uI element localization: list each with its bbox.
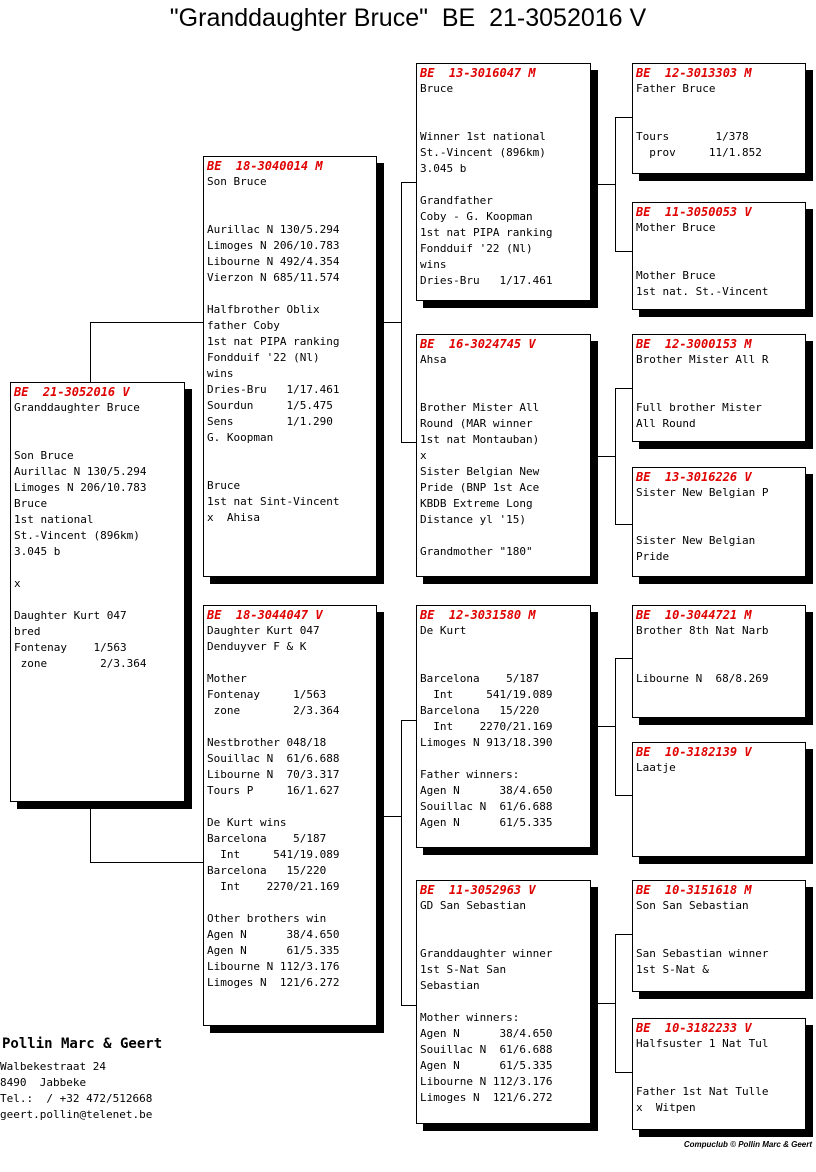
ring-number: BE 10-3151618 M — [636, 883, 752, 897]
pedigree-line: Nestbrother 048/18 — [207, 736, 327, 749]
connector — [597, 184, 615, 185]
pedigree-line: Bruce — [420, 82, 454, 95]
pedigree-line: Int 541/19.089 — [207, 848, 340, 861]
pedigree-line: Father 1st Nat Tulle — [636, 1085, 769, 1098]
owner-email: geert.pollin@telenet.be — [0, 1108, 153, 1121]
pedigree-line: Limoges N 206/10.783 — [14, 481, 147, 494]
pedigree-line: 1st nat. St.-Vincent — [636, 285, 769, 298]
pedigree-line: Son San Sebastian — [636, 899, 749, 912]
pedigree-line: Agen N 61/5.335 — [207, 944, 340, 957]
pedigree-line: Barcelona 15/220 — [207, 864, 327, 877]
pedigree-line — [420, 113, 587, 129]
connector — [401, 720, 402, 1005]
pedigree-line: Aurillac N 130/5.294 — [14, 465, 147, 478]
pedigree-line — [207, 206, 373, 222]
pedigree-line: 1st S-Nat San — [420, 963, 507, 976]
pedigree-line: Agen N 38/4.650 — [420, 784, 553, 797]
pedigree-line: Ahsa — [420, 353, 447, 366]
connector — [615, 934, 616, 1072]
pedigree-line: Grandmother "180" — [420, 545, 533, 558]
pedigree-line: Fondduif '22 (Nl) — [207, 351, 320, 364]
pedigree-line: Sens 1/1.290 — [207, 415, 333, 428]
pedigree-line: Father winners: — [420, 768, 520, 781]
owner-phone: Tel.: / +32 472/512668 — [0, 1092, 153, 1105]
pedigree-line — [420, 914, 587, 930]
pedigree-line: Agen N 61/5.335 — [420, 816, 553, 829]
pedigree-line: Agen N 38/4.650 — [420, 1027, 553, 1040]
pedigree-line: 1st nat PIPA ranking — [207, 335, 340, 348]
pedigree-line: 3.045 b — [420, 162, 467, 175]
pedigree-line — [14, 592, 181, 608]
pedigree-line: Sourdun 1/5.475 — [207, 399, 333, 412]
pedigree-line: Laatje — [636, 761, 676, 774]
pedigree-line — [207, 655, 373, 671]
pedigree-line: De Kurt — [420, 624, 467, 637]
pedigree-line — [14, 432, 181, 448]
pedigree-line: Limoges N 121/6.272 — [207, 976, 340, 989]
pedigree-line — [207, 190, 373, 206]
pedigree-line — [636, 501, 802, 517]
pedigree-line — [420, 528, 587, 544]
connector — [90, 862, 204, 863]
pedigree-line: Barcelona 5/187 — [207, 832, 327, 845]
pedigree-line — [420, 177, 587, 193]
pedigree-line: Pride (BNP 1st Ace — [420, 481, 540, 494]
connector — [383, 322, 401, 323]
pedigree-line — [636, 1052, 802, 1068]
owner-city: 8490 Jabbeke — [0, 1076, 87, 1089]
pedigree-line: Brother Mister All — [420, 401, 540, 414]
connector — [615, 117, 616, 251]
connector — [597, 456, 615, 457]
pedigree-line — [207, 462, 373, 478]
pedigree-line — [636, 97, 802, 113]
pigeon-dam — [203, 605, 377, 1026]
pigeon-subject — [10, 382, 185, 802]
owner-street: Walbekestraat 24 — [0, 1060, 106, 1073]
pedigree-line: Libourne N 112/3.176 — [207, 960, 340, 973]
pedigree-line — [636, 914, 802, 930]
pedigree-line: Pride — [636, 550, 670, 563]
pedigree-line: Sister New Belgian — [636, 534, 756, 547]
page-title: "Granddaughter Bruce" BE 21-3052016 V — [169, 4, 647, 32]
pedigree-line: 1st nat Montauban) — [420, 433, 540, 446]
pedigree-line: Grandfather — [420, 194, 493, 207]
pigeon-sire-dam — [416, 334, 591, 577]
pedigree-line: 1st national — [14, 513, 94, 526]
pedigree-line: Agen N 61/5.335 — [420, 1059, 553, 1072]
pedigree-line: Fontenay 1/563 — [207, 688, 327, 701]
ring-number: BE 12-3031580 M — [420, 608, 536, 622]
pigeon-dam-dam — [416, 880, 591, 1124]
pedigree-line: Distance yl '15) — [420, 513, 526, 526]
pedigree-line: Round (MAR winner — [420, 417, 533, 430]
pedigree-line — [636, 517, 802, 533]
pedigree-line — [14, 560, 181, 576]
pedigree-line: wins — [420, 258, 447, 271]
pedigree-line: zone 2/3.364 — [207, 704, 340, 717]
pedigree-line: Limoges N 913/18.390 — [420, 736, 553, 749]
pedigree-line: Granddaughter winner — [420, 947, 553, 960]
pedigree-line: Libourne N 112/3.176 — [420, 1075, 553, 1088]
pedigree-line — [420, 655, 587, 671]
pedigree-line: Vierzon N 685/11.574 — [207, 271, 340, 284]
pedigree-line: x — [420, 449, 427, 462]
connector — [597, 726, 615, 727]
pedigree-line: Souillac N 61/6.688 — [420, 1043, 553, 1056]
connector — [90, 808, 91, 862]
pigeon-dam-sire-dam — [632, 742, 806, 857]
pigeon-sire-dam-dam — [632, 467, 806, 577]
pedigree-line: 1st nat PIPA ranking — [420, 226, 553, 239]
pedigree-line — [14, 416, 181, 432]
connector — [615, 658, 633, 659]
pedigree-line: Coby - G. Koopman — [420, 210, 533, 223]
pedigree-line — [636, 368, 802, 384]
connector — [615, 388, 616, 524]
pedigree-line: Aurillac N 130/5.294 — [207, 223, 340, 236]
pedigree-line: Tours P 16/1.627 — [207, 784, 340, 797]
pedigree-line: De Kurt wins — [207, 816, 287, 829]
pedigree-line — [207, 446, 373, 462]
ring-number: BE 13-3016047 M — [420, 66, 536, 80]
pedigree-line — [207, 719, 373, 735]
pedigree-line — [420, 751, 587, 767]
pedigree-line: G. Koopman — [207, 431, 274, 444]
pedigree-line: Father Bruce — [636, 82, 716, 95]
pedigree-line — [207, 895, 373, 911]
pedigree-line: Barcelona 15/220 — [420, 704, 540, 717]
ring-number: BE 11-3050053 V — [636, 205, 752, 219]
pedigree-line: Other brothers win — [207, 912, 327, 925]
pedigree-line: Agen N 38/4.650 — [207, 928, 340, 941]
ring-number: BE 13-3016226 V — [636, 470, 752, 484]
connector — [401, 720, 417, 721]
pedigree-line: 1st nat Sint-Vincent — [207, 495, 340, 508]
pedigree-line — [636, 384, 802, 400]
pedigree-line: Son Bruce — [14, 449, 74, 462]
connector — [90, 322, 204, 323]
pedigree-line: Souillac N 61/6.688 — [420, 800, 553, 813]
pedigree-line: Libourne N 492/4.354 — [207, 255, 340, 268]
connector — [615, 658, 616, 795]
ring-number: BE 11-3052963 V — [420, 883, 536, 897]
connector — [401, 1005, 417, 1006]
ring-number: BE 18-3040014 M — [207, 159, 323, 173]
connector — [615, 524, 633, 525]
connector — [615, 1072, 633, 1073]
pedigree-line: wins — [207, 367, 234, 380]
pedigree-line: Dries-Bru 1/17.461 — [207, 383, 340, 396]
connector — [401, 442, 417, 443]
connector — [615, 251, 633, 252]
pigeon-dam-dam-sire — [632, 880, 806, 992]
pedigree-line: Limoges N 206/10.783 — [207, 239, 340, 252]
ring-number: BE 18-3044047 V — [207, 608, 323, 622]
pedigree-line: father Coby — [207, 319, 280, 332]
pedigree-line: Granddaughter Bruce — [14, 401, 140, 414]
pigeon-sire-dam-sire — [632, 334, 806, 442]
pigeon-dam-sire-sire — [632, 605, 806, 718]
pedigree-line: Full brother Mister — [636, 401, 762, 414]
pigeon-sire-sire-sire — [632, 63, 806, 174]
pedigree-line: All Round — [636, 417, 696, 430]
pedigree-line — [636, 639, 802, 655]
pedigree-line: Halfbrother Oblix — [207, 303, 320, 316]
ring-number: BE 10-3182233 V — [636, 1021, 752, 1035]
pedigree-line: Mother Bruce — [636, 221, 716, 234]
pedigree-line: Int 2270/21.169 — [207, 880, 340, 893]
pedigree-line: Brother 8th Nat Narb — [636, 624, 769, 637]
pedigree-line — [420, 930, 587, 946]
pedigree-line — [636, 252, 802, 268]
connector — [90, 322, 91, 384]
pedigree-line: Halfsuster 1 Nat Tul — [636, 1037, 769, 1050]
ring-number: BE 16-3024745 V — [420, 337, 536, 351]
pedigree-line — [636, 1068, 802, 1084]
pedigree-line: Sebastian — [420, 979, 480, 992]
pedigree-line: Sister Belgian New — [420, 465, 540, 478]
connector — [401, 182, 417, 183]
pedigree-line: Barcelona 5/187 — [420, 672, 540, 685]
pigeon-dam-dam-dam — [632, 1018, 806, 1130]
connector — [597, 1003, 615, 1004]
pedigree-line — [636, 930, 802, 946]
pedigree-line: 1st S-Nat & — [636, 963, 709, 976]
pedigree-line — [420, 994, 587, 1010]
pedigree-line: Int 2270/21.169 — [420, 720, 553, 733]
pedigree-line: St.-Vincent (896km) — [420, 146, 546, 159]
pigeon-sire — [203, 156, 377, 577]
pedigree-line: Limoges N 121/6.272 — [420, 1091, 553, 1104]
pedigree-line — [420, 97, 587, 113]
pedigree-line — [636, 655, 802, 671]
pedigree-line: Tours 1/378 — [636, 130, 749, 143]
pedigree-line: Son Bruce — [207, 175, 267, 188]
pedigree-line: Sister New Belgian P — [636, 486, 769, 499]
pedigree-line: Libourne N 70/3.317 — [207, 768, 340, 781]
pedigree-line: Denduyver F & K — [207, 640, 307, 653]
pedigree-line: 3.045 b — [14, 545, 61, 558]
credit-line: Compuclub © Pollin Marc & Geert — [683, 1140, 812, 1149]
pedigree-line: Brother Mister All R — [636, 353, 769, 366]
pedigree-line: Souillac N 61/6.688 — [207, 752, 340, 765]
pedigree-line: x Ahisa — [207, 511, 260, 524]
pigeon-sire-sire — [416, 63, 591, 301]
pedigree-line: Winner 1st national — [420, 130, 546, 143]
connector — [615, 388, 633, 389]
connector — [615, 934, 633, 935]
pedigree-line — [636, 113, 802, 129]
pedigree-line: Fontenay 1/563 — [14, 641, 127, 654]
ring-number: BE 12-3013303 M — [636, 66, 752, 80]
pedigree-line: zone 2/3.364 — [14, 657, 147, 670]
pedigree-line — [207, 286, 373, 302]
pedigree-line: x Witpen — [636, 1101, 696, 1114]
ring-number: BE 12-3000153 M — [636, 337, 752, 351]
owner-name: Pollin Marc & Geert — [2, 1036, 163, 1052]
pedigree-line: Fondduif '22 (Nl) — [420, 242, 533, 255]
connector — [383, 816, 401, 817]
pedigree-line: bred — [14, 625, 41, 638]
pedigree-line: Daughter Kurt 047 — [14, 609, 127, 622]
pedigree-line — [420, 368, 587, 384]
pedigree-line: x — [14, 577, 21, 590]
pedigree-line: San Sebastian winner — [636, 947, 769, 960]
pedigree-line — [420, 639, 587, 655]
pedigree-line: Dries-Bru 1/17.461 — [420, 274, 553, 287]
pigeon-dam-sire — [416, 605, 591, 848]
pedigree-line: Mother winners: — [420, 1011, 520, 1024]
pedigree-line: St.-Vincent (896km) — [14, 529, 140, 542]
pedigree-line: GD San Sebastian — [420, 899, 526, 912]
ring-number: BE 10-3044721 M — [636, 608, 752, 622]
pedigree-line: KBDB Extreme Long — [420, 497, 533, 510]
pedigree-line: Int 541/19.089 — [420, 688, 553, 701]
pedigree-line: Mother — [207, 672, 247, 685]
pedigree-line: Bruce — [207, 479, 241, 492]
pedigree-line — [207, 799, 373, 815]
pedigree-line — [636, 236, 802, 252]
pedigree-line — [420, 384, 587, 400]
connector — [615, 117, 633, 118]
pigeon-sire-sire-dam — [632, 202, 806, 310]
connector — [401, 182, 402, 442]
ring-number: BE 10-3182139 V — [636, 745, 752, 759]
pedigree-line: Daughter Kurt 047 — [207, 624, 320, 637]
ring-number: BE 21-3052016 V — [14, 385, 130, 399]
pedigree-line: Mother Bruce — [636, 269, 716, 282]
pedigree-line: prov 11/1.852 — [636, 146, 762, 159]
pedigree-line: Libourne N 68/8.269 — [636, 672, 769, 685]
connector — [615, 795, 633, 796]
pedigree-line: Bruce — [14, 497, 48, 510]
